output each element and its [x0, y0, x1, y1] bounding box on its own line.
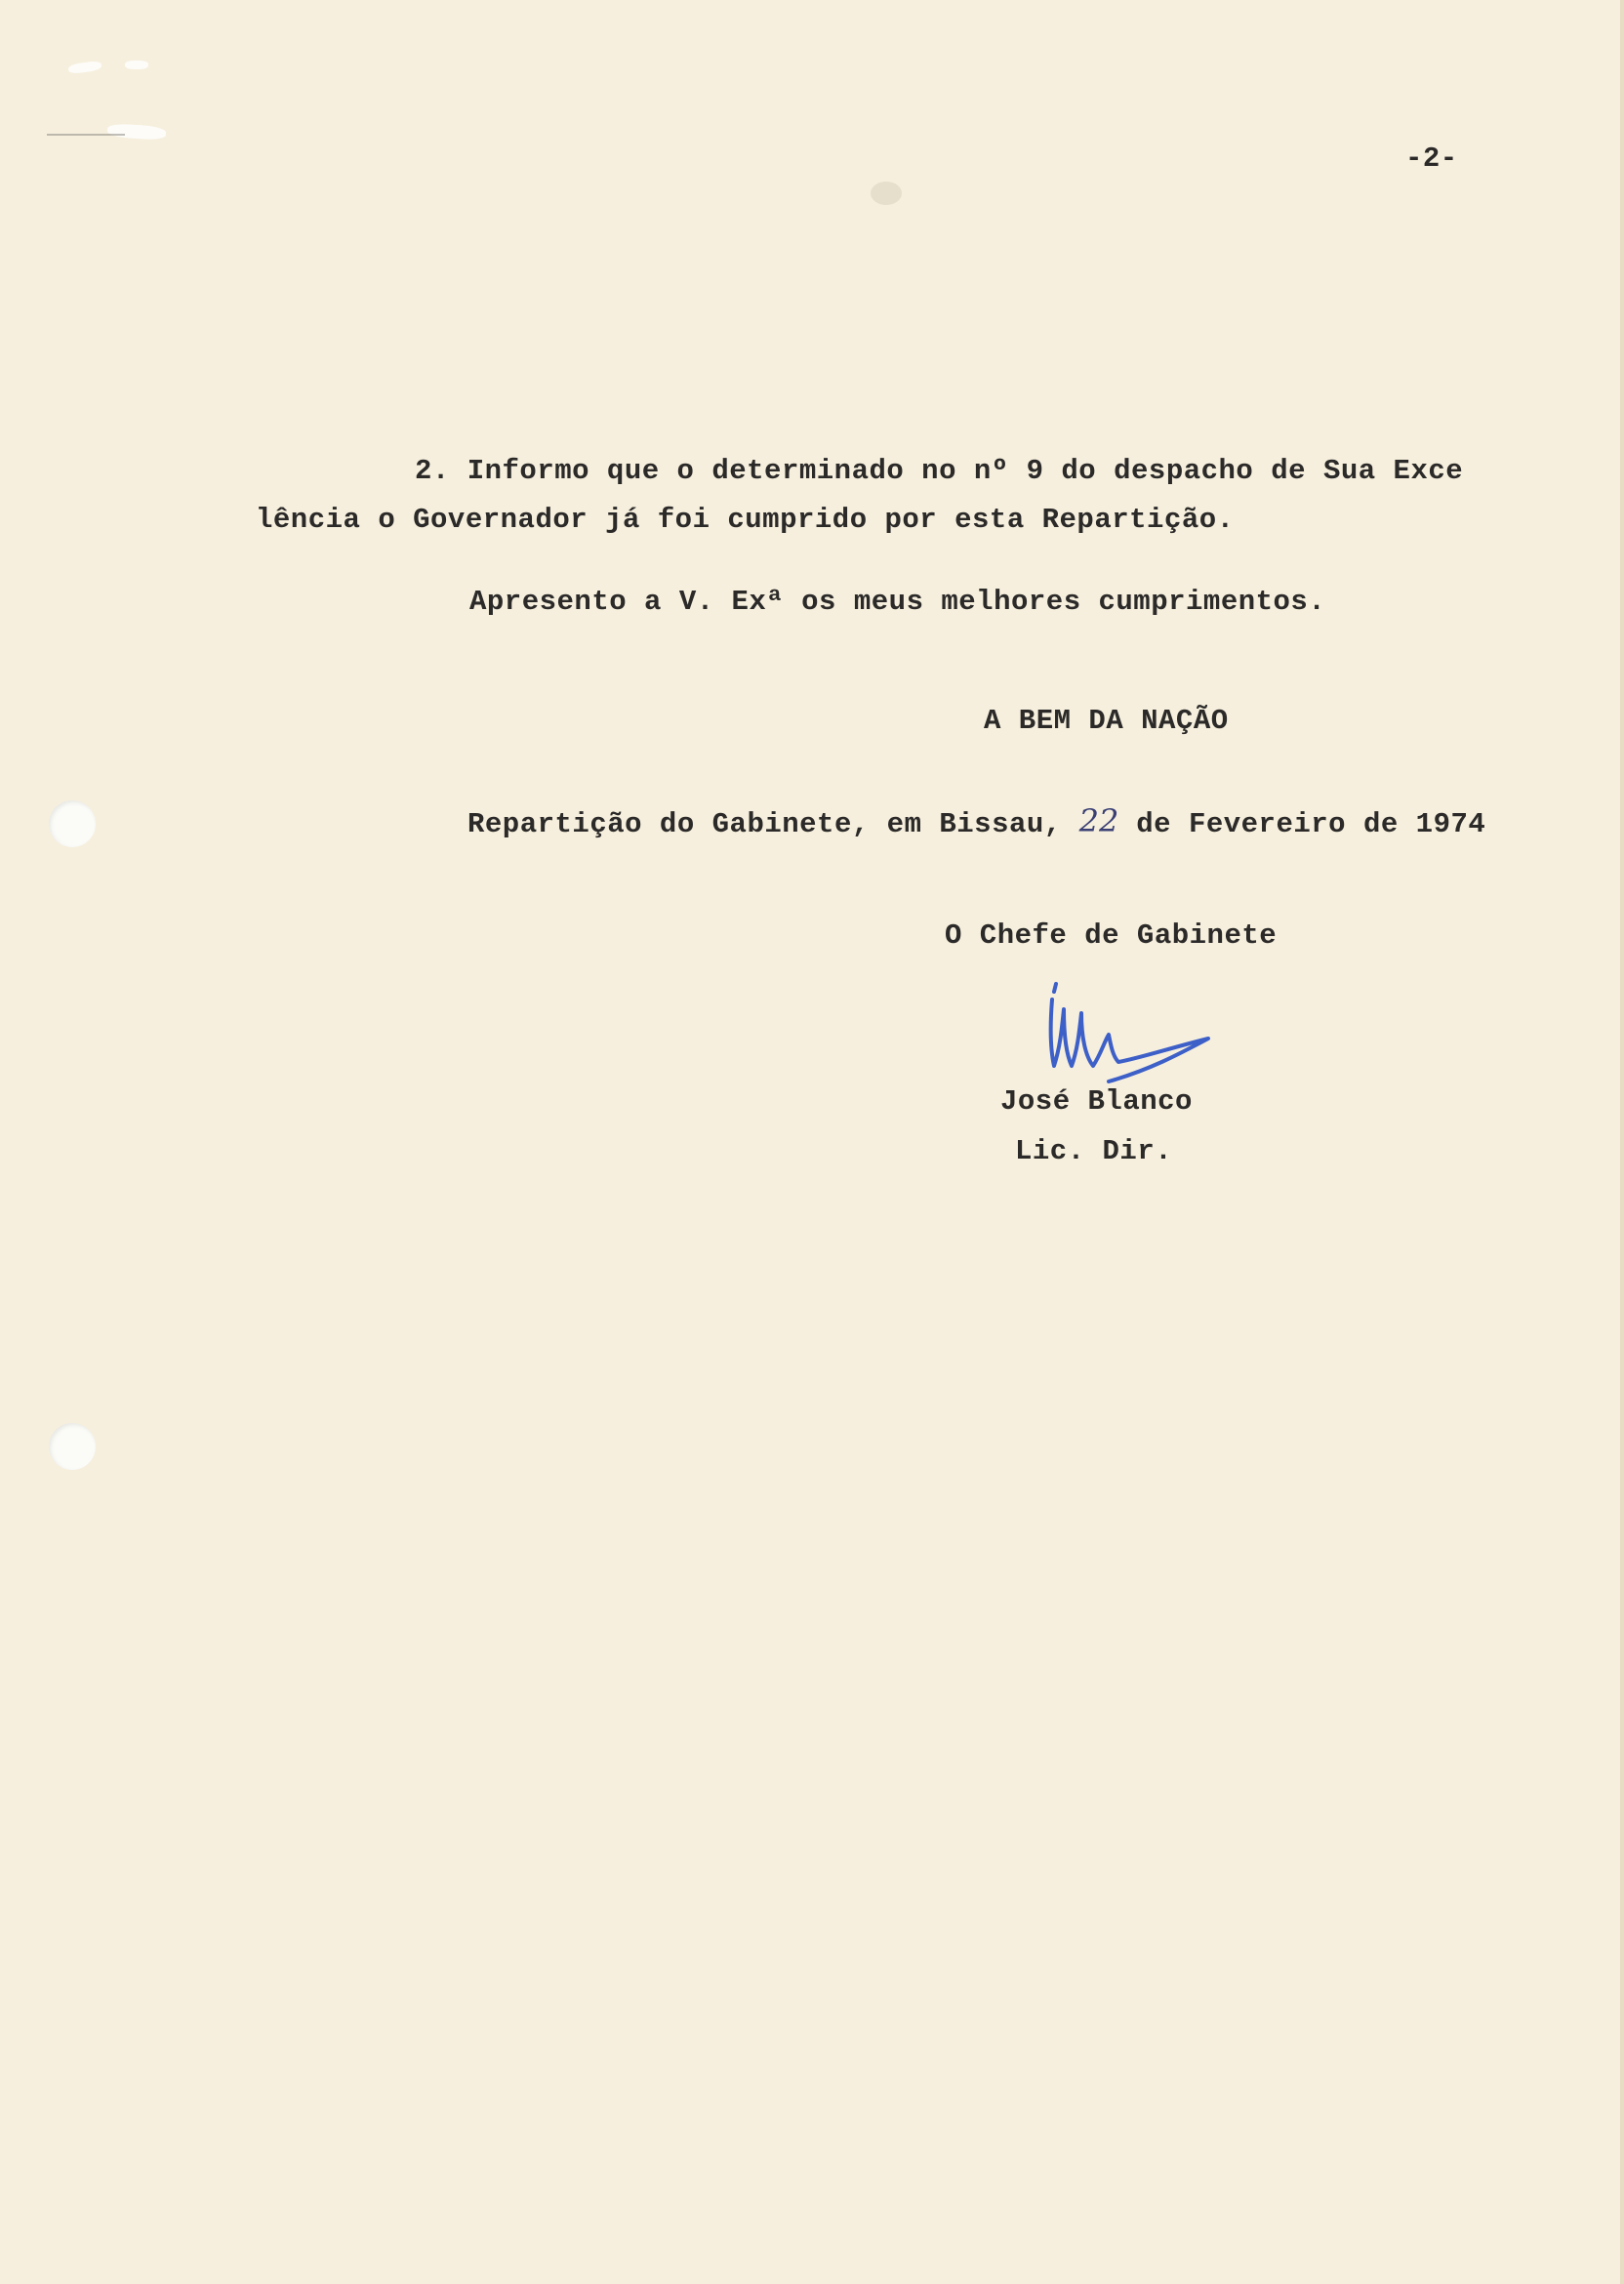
- page-number: -2-: [1405, 143, 1458, 175]
- place-date-suffix: de Fevereiro de 1974: [1118, 808, 1486, 840]
- paragraph-2-line-1: 2. Informo que o determinado no nº 9 do despacho de Sua Exce: [415, 455, 1464, 487]
- punch-hole: [49, 800, 96, 847]
- signer-degree: Lic. Dir.: [1015, 1135, 1173, 1167]
- page-edge: [1620, 0, 1624, 2284]
- closing-salutation: Apresento a V. Exª os meus melhores cumprimentos.: [469, 586, 1326, 618]
- handwritten-day: 22: [1078, 802, 1119, 839]
- signer-title: O Chefe de Gabinete: [945, 919, 1278, 952]
- paper-tear-line: [47, 134, 125, 136]
- paper-tear: [107, 123, 167, 141]
- motto: A BEM DA NAÇÃO: [984, 705, 1229, 737]
- signer-name: José Blanco: [1000, 1085, 1193, 1118]
- place-date-line: [467, 802, 1485, 840]
- paper-tear: [67, 61, 102, 75]
- paper-smudge: [871, 182, 902, 205]
- punch-hole: [49, 1423, 96, 1470]
- paragraph-2-line-2: lência o Governador já foi cumprido por esta Repartição.: [256, 504, 1235, 536]
- place-date-prefix: Repartição do Gabinete, em Bissau,: [467, 808, 1079, 840]
- paper-tear: [125, 61, 148, 69]
